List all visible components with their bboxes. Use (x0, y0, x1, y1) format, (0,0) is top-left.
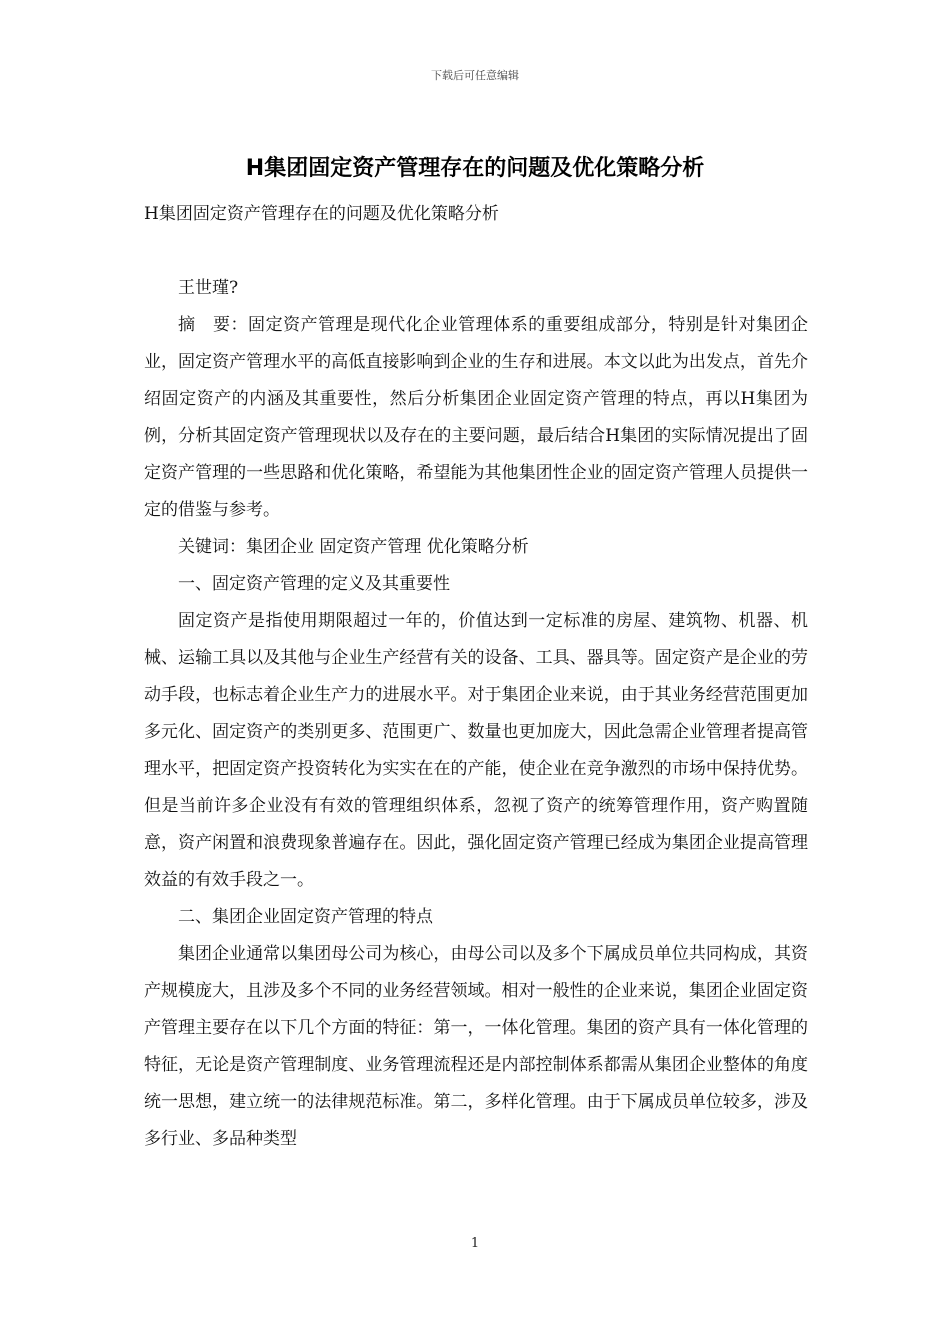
document-title: H集团固定资产管理存在的问题及优化策略分析 (245, 156, 705, 181)
keywords-line: 关键词：集团企业 固定资产管理 优化策略分析 (178, 537, 529, 557)
header-note: 下载后可任意编辑 (431, 69, 519, 82)
document-subtitle: H集团固定资产管理存在的问题及优化策略分析 (144, 204, 499, 224)
section-1-paragraph: 固定资产是指使用期限超过一年的，价值达到一定标准的房屋、建筑物、机器、机械、运输工具以及其他与企业生产经营有关的设备、工具、器具等。固定资产是企业的劳动手段，也标志着企业生产力的进展水平。对于集团企业来说，由于其业务经营范围更加多元化、固定资产的类别更多、范围更广、数量也更加庞大，因此急需企业管理者提高管理水平，把固定资产投资转化为实实在在的产能，使企业在竞争激烈的市场中保持优势。但是当前许多企业没有有效的管理组织体系，忽视了资产的统筹管理作用，资产购置随意，资产闲置和浪费现象普遍存在。因此，强化固定资产管理已经成为集团企业提高管理效益的有效手段之一。 (144, 611, 808, 890)
section-heading-2: 二、集团企业固定资产管理的特点 (178, 907, 433, 927)
abstract-paragraph: 摘 要：固定资产管理是现代化企业管理体系的重要组成部分，特别是针对集团企业，固定资产管理水平的高低直接影响到企业的生存和进展。本文以此为出发点，首先介绍固定资产的内涵及其重要性，然后分析集团企业固定资产管理的特点，再以H集团为例，分析其固定资产管理现状以及存在的主要问题，最后结合H集团的实际情况提出了固定资产管理的一些思路和优化策略，希望能为其他集团性企业的固定资产管理人员提供一定的借鉴与参考。 (144, 315, 808, 520)
section-heading-1: 一、固定资产管理的定义及其重要性 (178, 574, 450, 594)
document-body (144, 196, 808, 1158)
page-number: 1 (470, 1236, 480, 1251)
blank-line (144, 233, 808, 270)
author-line: 王世瑾? (178, 278, 239, 298)
section-2-paragraph: 集团企业通常以集团母公司为核心，由母公司以及多个下属成员单位共同构成，其资产规模庞大，且涉及多个不同的业务经营领域。相对一般性的企业来说，集团企业固定资产管理主要存在以下几个方面的特征：第一，一体化管理。集团的资产具有一体化管理的特征，无论是资产管理制度、业务管理流程还是内部控制体系都需从集团企业整体的角度统一思想，建立统一的法律规范标准。第二，多样化管理。由于下属成员单位较多，涉及多行业、多品种类型 (144, 944, 808, 1149)
